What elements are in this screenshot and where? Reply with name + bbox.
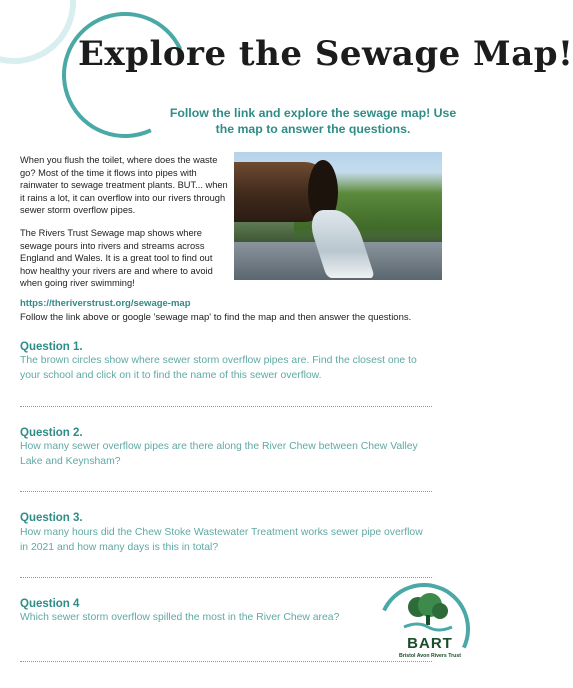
bart-logo: [378, 583, 474, 670]
question-2-text: How many sewer overflow pipes are there along the River Chew between Chew Valley Lake and Keynsham?: [20, 441, 418, 467]
instruction-text: Follow the link above or google 'sewage map' to find the map and then answer the questions.: [20, 312, 412, 323]
sewage-pipe-photo: [234, 152, 442, 280]
sewage-map-link[interactable]: https://theriverstrust.org/sewage-map: [20, 298, 191, 309]
question-3-title: Question 3.: [20, 512, 83, 524]
question-1-answer-line[interactable]: [20, 406, 432, 407]
question-2-answer-line[interactable]: [20, 491, 432, 492]
question-2-title: Question 2.: [20, 427, 83, 439]
intro-paragraph-1: When you flush the toilet, where does the waste go? Most of the time it flows into pipes with rainwater to sewage treatment plants. BUT... when it rains a lot, it can overflow into our rivers through sewer storm overflow pipes.: [20, 155, 228, 216]
logo-name: BART: [407, 635, 453, 652]
page-subtitle: Follow the link and explore the sewage map! Use the map to answer the questions.: [169, 106, 457, 136]
question-1-text: The brown circles show where sewer storm overflow pipes are. Find the closest one to your school and click on it to find the name of this sewer overflow.: [20, 355, 417, 381]
question-3-answer-line[interactable]: [20, 577, 432, 578]
question-3-text: How many hours did the Chew Stoke Wastewater Treatment works sewer pipe overflow in 2021 and how many days is this in total?: [20, 527, 423, 553]
page-title: Explore the Sewage Map!: [78, 34, 573, 74]
question-4-answer-line[interactable]: [20, 661, 432, 662]
intro-paragraph-2: The Rivers Trust Sewage map shows where sewage pours into rivers and streams across England and Wales. It is a great tool to find out how healthy your rivers are and where to avoid when going river swimming!: [20, 228, 213, 289]
question-1-title: Question 1.: [20, 341, 83, 353]
logo-subtitle: Bristol Avon Rivers Trust: [399, 653, 461, 659]
question-4-title: Question 4: [20, 598, 80, 610]
question-4-text: Which sewer storm overflow spilled the most in the River Chew area?: [20, 612, 340, 623]
tree-icon: [400, 593, 456, 633]
